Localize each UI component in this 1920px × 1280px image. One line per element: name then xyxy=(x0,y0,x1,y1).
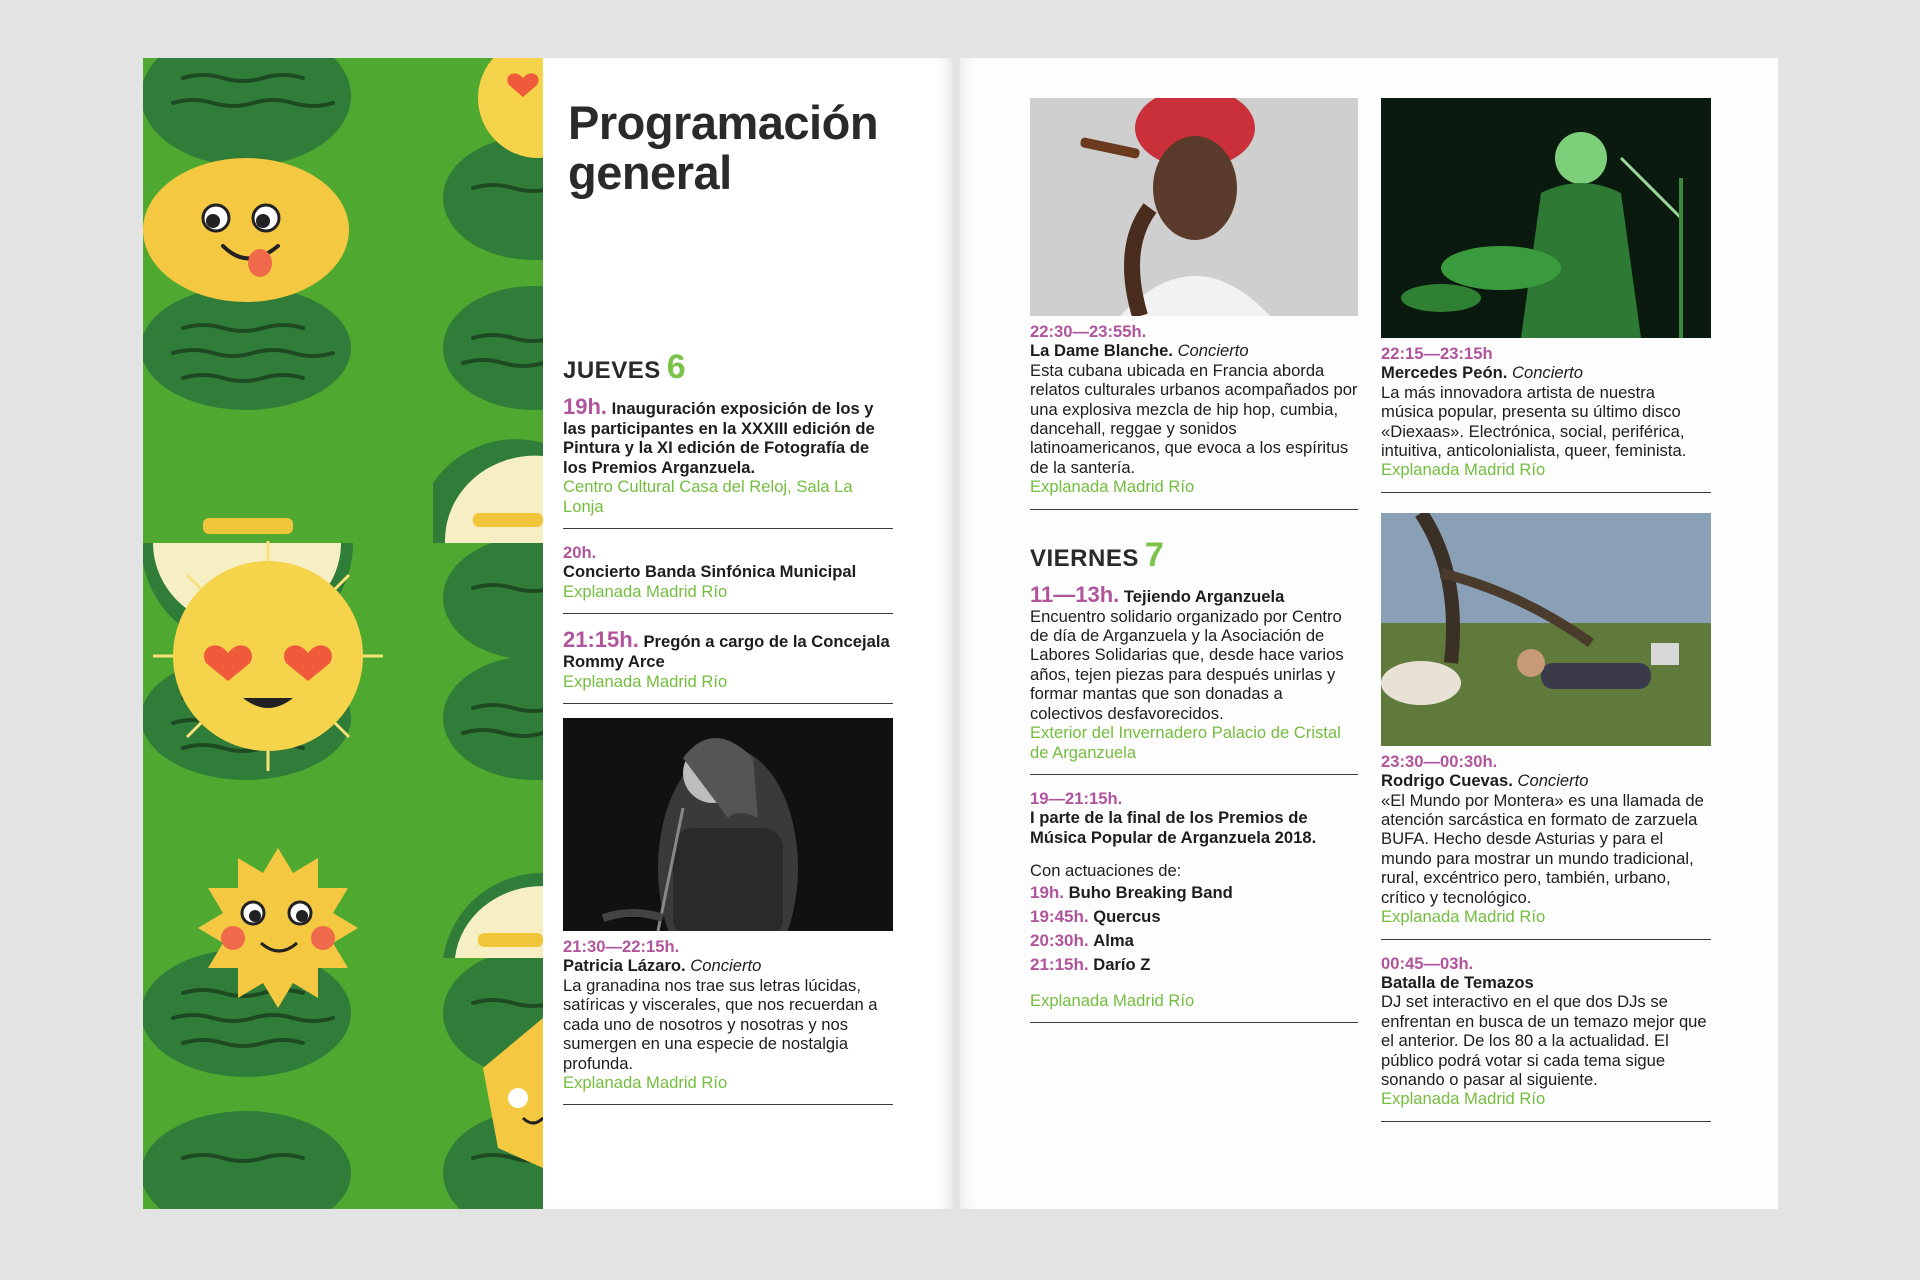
event-time: 22:30—23:55h. xyxy=(1030,322,1147,341)
event-location: Explanada Madrid Río xyxy=(563,671,728,691)
event-location: Exterior del Invernadero Palacio de Cristal de Arganzuela xyxy=(1030,723,1341,762)
event-title: Inauguración exposición de los y las participantes en la XXXIII edición de Pintura y la XI edición de Fotografía de los Premios Arganzuela. xyxy=(563,399,875,477)
event-location: Explanada Madrid Río xyxy=(563,581,728,601)
event-time: 11—13h. xyxy=(1030,581,1120,607)
event-description: La granadina nos trae sus letras lúcidas, satíricas y viscerales, que nos recuerdan a cada uno de nosotros y nosotras y nos sumergen en una especie de nostalgia profunda. xyxy=(563,975,878,1073)
event-location: Explanada Madrid Río xyxy=(1381,907,1546,927)
event-title: Concierto Banda Sinfónica Municipal xyxy=(563,562,857,582)
smiley-tongue-icon xyxy=(143,158,349,302)
event-kind: Concierto xyxy=(1517,771,1589,791)
event-pregon xyxy=(563,628,893,704)
event-title: La Dame Blanche. xyxy=(1030,341,1173,361)
mercedes-peon-photo xyxy=(1381,98,1711,338)
event-time: 21:30—22:15h. xyxy=(563,937,680,957)
event-title: Rodrigo Cuevas. xyxy=(1381,771,1513,791)
title-line-1: Programación xyxy=(568,96,879,149)
event-mercedes-peon xyxy=(1381,98,1711,493)
event-time: 19—21:15h. xyxy=(1030,788,1123,808)
event-rodrigo-cuevas xyxy=(1381,513,1711,940)
event-description: Encuentro solidario organizado por Centro de día de Arganzuela y la Asociación de Labores Solidarias que, desde hace varios años, tejen piezas para después unirlas y formar mantas que son donadas a colectivos desfavorecidos. xyxy=(1030,606,1344,723)
event-banda-sinfonica xyxy=(563,543,893,614)
day-heading-thursday: JUEVES 6 xyxy=(563,348,687,386)
la-dame-blanche-photo xyxy=(1030,98,1358,316)
right-page xyxy=(960,58,1778,1209)
event-description: La más innovadora artista de nuestra música popular, presenta su último disco «Diexaas». Electrónica, social, periférica, intuitiva, anticolonialista, queer, feminista. xyxy=(1381,382,1687,461)
right-column-1 xyxy=(1030,98,1358,1037)
event-location: Explanada Madrid Río xyxy=(1030,990,1195,1010)
event-description: Esta cubana ubicada en Francia aborda relatos culturales urbanos acompañados por una explosiva mezcla de hip hop, cumbia, dancehall, reggae y sonidos latinoamericanos, que evoca a los espíritus de la santería. xyxy=(1030,360,1358,477)
lineup-item: 21:15h. Darío Z xyxy=(1030,954,1151,974)
lineup-item: 19:45h. Quercus xyxy=(1030,906,1161,926)
event-kind: Concierto xyxy=(1177,341,1249,361)
event-la-dame-blanche xyxy=(1030,98,1358,510)
event-premios-musica xyxy=(1030,789,1358,1023)
event-batalla-temazos xyxy=(1381,954,1711,1122)
singer-photo xyxy=(563,718,893,931)
event-kind: Concierto xyxy=(1511,363,1584,383)
lineup-item: 20:30h. Alma xyxy=(1030,930,1134,950)
lineup-intro: Con actuaciones de: xyxy=(1030,861,1182,881)
event-time: 20h. xyxy=(563,543,597,563)
event-title: Batalla de Temazos xyxy=(1381,972,1534,992)
day-heading-friday: VIERNES 7 xyxy=(1030,535,1165,574)
heart-eyes-icon xyxy=(153,541,383,771)
event-description: «El Mundo por Montera» es una llamada de atención sarcástica en formato de zarzuela BUFA. Hecho desde Asturias y para el mundo para mostrar un mundo tradicional, rural, excéntrico pero, también, urbano, crítico y tecnológico. xyxy=(1381,790,1704,907)
event-location: Explanada Madrid Río xyxy=(1030,477,1195,497)
left-page xyxy=(143,58,953,1209)
event-title: Mercedes Peón. xyxy=(1381,363,1508,383)
event-description: DJ set interactivo en el que dos DJs se enfrentan en busca de un temazo mejor que el anterior. De los 80 a la actualidad. El público podrá votar si cada tema sigue sonando o pasar al siguiente. xyxy=(1381,992,1707,1089)
event-title: Pregón a cargo de la Concejala Rommy Arce xyxy=(563,632,890,672)
event-location: Explanada Madrid Río xyxy=(1381,460,1546,480)
event-kind: Concierto xyxy=(690,956,762,976)
event-time: 19h. xyxy=(563,394,608,419)
event-title: Tejiendo Arganzuela xyxy=(1123,586,1285,606)
event-inauguracion xyxy=(563,395,893,529)
lineup-item: 19h. Buho Breaking Band xyxy=(1030,882,1233,902)
event-tejiendo-arganzuela xyxy=(1030,583,1358,775)
right-column-2 xyxy=(1381,98,1711,1136)
event-time: 00:45—03h. xyxy=(1381,953,1474,973)
event-location: Explanada Madrid Río xyxy=(563,1072,728,1092)
event-time: 22:15—23:15h xyxy=(1381,344,1493,363)
thursday-column xyxy=(563,348,893,1119)
title-line-2: general xyxy=(568,146,732,199)
event-patricia-lazaro xyxy=(563,718,893,1105)
event-time: 23:30—00:30h. xyxy=(1381,751,1498,771)
event-time: 21:15h. xyxy=(563,627,639,653)
event-title: Patricia Lázaro. xyxy=(563,956,686,976)
event-location: Explanada Madrid Río xyxy=(1381,1089,1546,1109)
event-title: I parte de la final de los Premios de Música Popular de Arganzuela 2018. xyxy=(1030,808,1317,847)
event-location: Centro Cultural Casa del Reloj, Sala La Lonja xyxy=(563,477,853,516)
fruit-illustration xyxy=(143,58,543,1209)
rodrigo-cuevas-photo xyxy=(1381,513,1711,746)
page-title xyxy=(568,98,928,198)
